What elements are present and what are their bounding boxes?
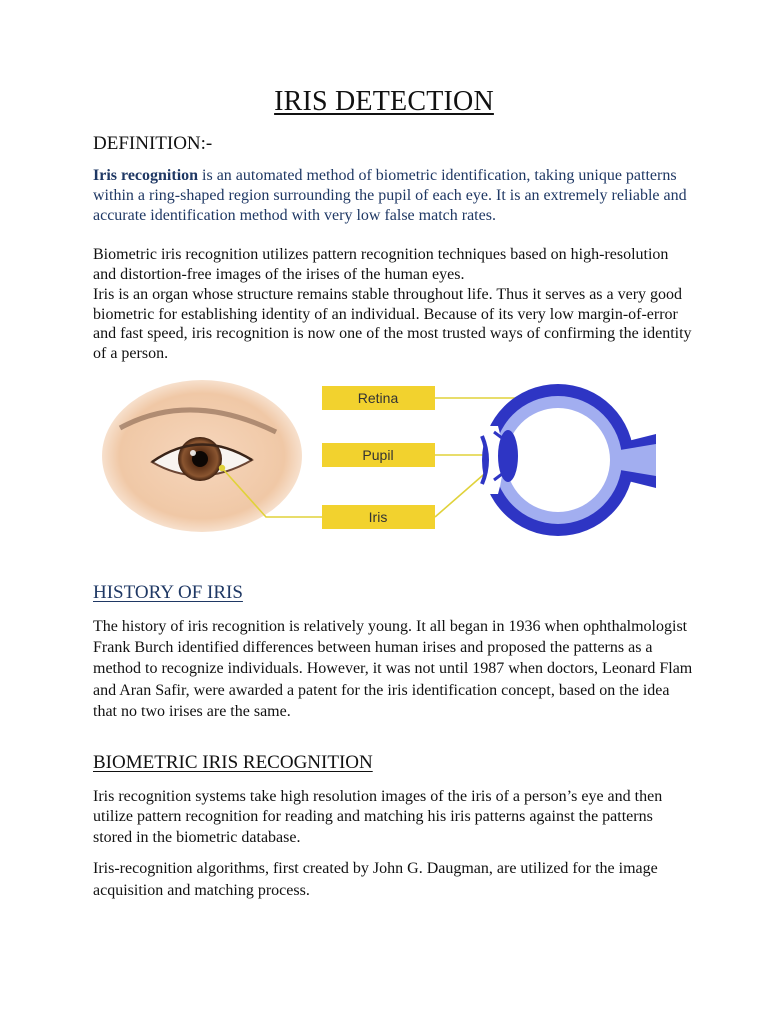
label-retina-text: Retina: [357, 390, 399, 406]
organ-paragraph: Iris is an organ whose structure remains stable throughout life. Thus it serves as a very good biometric for establishing identity of an individual. Because of its very low margin-of-error and fast speed, iris recognition is now one of the most trusted ways of confirming the identity of a person.: [93, 286, 692, 362]
label-pupil: [322, 443, 435, 467]
biometric-heading: BIOMETRIC IRIS RECOGNITION: [93, 752, 373, 773]
eye-photo: [102, 380, 302, 532]
history-paragraph: The history of iris recognition is relatively young. It all began in 1936 when ophthalmologist Frank Burch identified differences between human irises and proposed the patterns as a method to recognize individuals. However, it was not until 1987 when doctors, Leonard Flam and Aran Safir, were awarded a patent for the iris identification concept, based on the idea that no two irises are the same.: [93, 618, 693, 720]
algorithms-paragraph: Iris-recognition algorithms, first created by John G. Daugman, are utilized for the image acquisition and matching process.: [93, 860, 658, 899]
eye-anatomy-figure: [100, 376, 660, 536]
page-title: IRIS DETECTION: [274, 86, 494, 117]
label-retina: [322, 386, 435, 410]
definition-term: Iris recognition: [93, 167, 199, 184]
systems-paragraph: Iris recognition systems take high resolution images of the iris of a person’s eye and then utilize pattern recognition for reading and matching his iris patterns against the patterns stored in the biometric database.: [93, 788, 663, 846]
label-pupil-text: Pupil: [362, 447, 394, 463]
history-heading: HISTORY OF IRIS: [93, 582, 243, 603]
definition-text: is an automated method of biometric identification, taking unique patterns within a ring-shaped region surrounding the pupil of each eye. It is an extremely reliable and accurate identification method with very low false match rates.: [93, 167, 687, 224]
definition-paragraph: [93, 166, 693, 225]
eyeball-diagram: [480, 384, 656, 536]
label-iris: [322, 505, 435, 529]
biometric-paragraph: Biometric iris recognition utilizes pattern recognition techniques based on high-resolution and distortion-free images of the irises of the human eyes.: [93, 246, 669, 283]
definition-heading: DEFINITION:-: [93, 133, 213, 154]
label-iris-text: Iris: [368, 509, 388, 525]
